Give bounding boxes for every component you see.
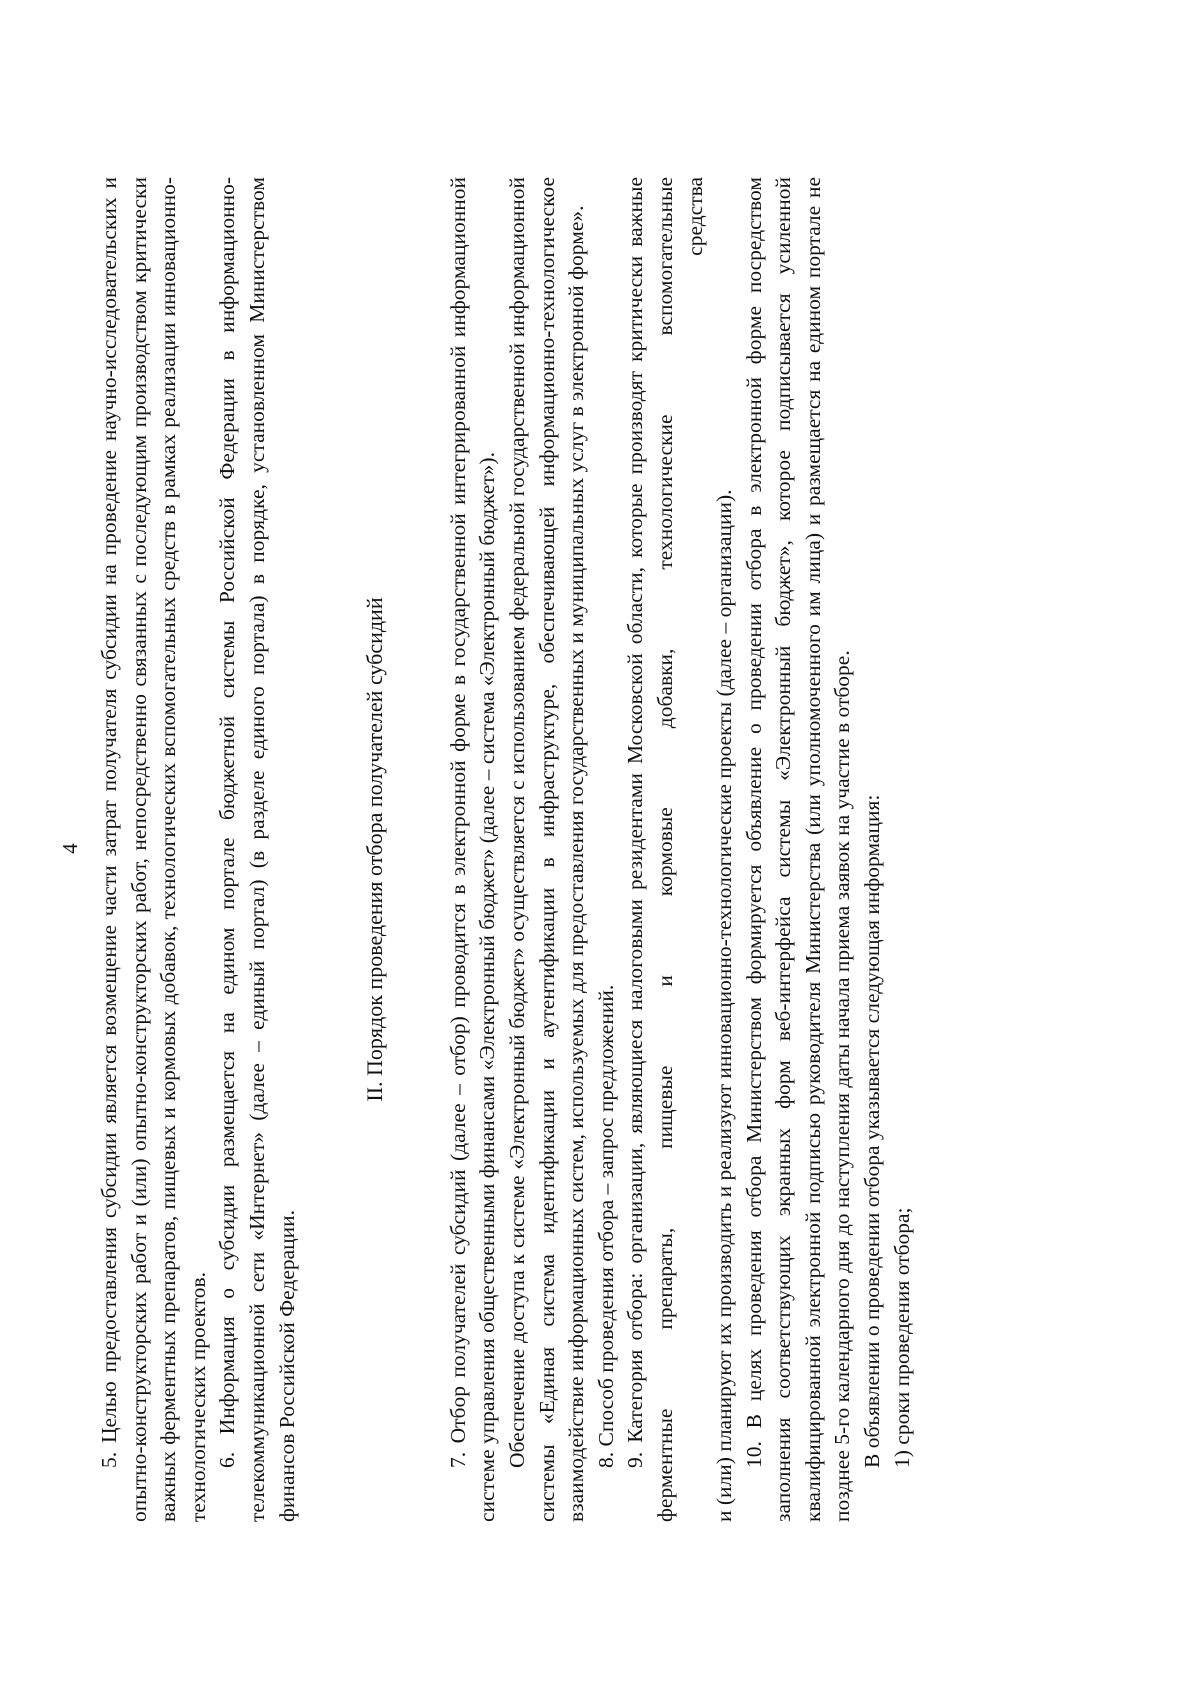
document-body — [95, 177, 917, 1522]
paragraph-10-item-1: 1) сроки проведения отбора; — [889, 1207, 914, 1468]
paragraph-7-access: Обеспечение доступа к системе «Электронный бюджет» осуществляется с использованием федеральной государственной информационной системы «Единая система идентификации и аутентификации в инфраструктуре, обеспечивающей информационно-технологическое взаимодействие информационных систем, используемых для предоставления государственных и муниципальных услуг в электронной форме». — [504, 177, 589, 1522]
paragraph-10-info: В объявлении о проведении отбора указывается следующая информация: — [860, 794, 885, 1468]
paragraph-6: 6. Информация о субсидии размещается на едином портале бюджетной системы Российской Федерации в информационно-телекоммуникационной сети «Интернет» (далее – единый портал) (в разделе единого портала) в порядке, установленном Министерством финансов Российской Федерации. — [215, 177, 299, 1522]
paragraph-10: 10. В целях проведения отбора Министерством формируется объявление о проведении отбора в электронной форме посредством заполнения соответствующих экранных форм веб-интерфейса системы «Электронный бюджет», которое подписывается усиленной квалифицированной электронной подписью руководителя Министерства (или уполномоченного им лица) и размещается на едином портале не позднее 5-го календарного дня до наступления даты начала приема заявок на участие в отборе. — [741, 177, 855, 1522]
paragraph-5: 5. Целью предоставления субсидии является возмещение части затрат получателя субсидии на проведение научно-исследовательских и опытно-конструкторских работ и (или) опытно-конструкторских работ, непосредственно связанных с последующим производством критически важных ферментных препаратов, пищевых и кормовых добавок, технологических вспомогательных средств в рамках реализации инновационно-технологических проектов. — [97, 177, 210, 1522]
paragraph-9: 9. Категория отбора: организации, являющиеся налоговыми резидентами Московской области, которые производят критически важные ферментные препараты, пищевые и кормовые добавки, технологические вспомогательные — [623, 177, 677, 1522]
page-number: 4 — [58, 843, 82, 854]
paragraph-7: 7. Отбор получателей субсидий (далее – отбор) проводится в электронной форме в государственной интегрированной информационной системе управления общественными финансами «Электронный бюджет» (далее – система «Электронный бюджет»). — [445, 177, 500, 1522]
paragraph-9-tail: и (или) планируют их производить и реализуют инновационно-технологические проекты (далее – организации). — [712, 489, 737, 1522]
section-title: II. Порядок проведения отбора получателей субсидий — [362, 597, 388, 1102]
paragraph-8: 8. Способ проведения отбора – запрос предложений. — [593, 984, 618, 1468]
paragraph-9-continuation: средства — [682, 177, 707, 256]
